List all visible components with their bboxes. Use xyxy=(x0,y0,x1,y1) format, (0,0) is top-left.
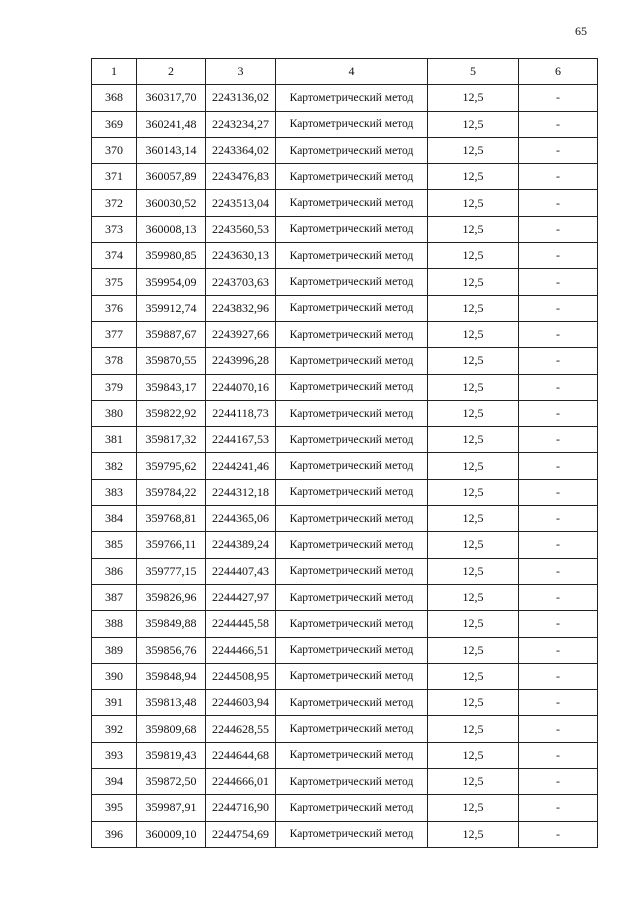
description-cell: - xyxy=(519,611,598,637)
table-row xyxy=(92,611,598,637)
x-coordinate-cell: 360009,10 xyxy=(137,821,206,847)
accuracy-cell: 12,5 xyxy=(428,506,519,532)
x-coordinate-cell: 359822,92 xyxy=(137,400,206,426)
description-cell: - xyxy=(519,584,598,610)
x-coordinate-cell: 359856,76 xyxy=(137,637,206,663)
point-number-cell: 368 xyxy=(92,85,137,111)
method-cell: Картометрический метод xyxy=(276,427,428,453)
accuracy-cell: 12,5 xyxy=(428,190,519,216)
x-coordinate-cell: 359987,91 xyxy=(137,795,206,821)
description-cell: - xyxy=(519,348,598,374)
accuracy-cell: 12,5 xyxy=(428,85,519,111)
x-coordinate-cell: 359768,81 xyxy=(137,506,206,532)
description-cell: - xyxy=(519,269,598,295)
table-row xyxy=(92,769,598,795)
x-coordinate-cell: 359843,17 xyxy=(137,374,206,400)
column-header-1: 1 xyxy=(92,59,137,85)
x-coordinate-cell: 359813,48 xyxy=(137,690,206,716)
method-cell: Картометрический метод xyxy=(276,742,428,768)
table-row xyxy=(92,374,598,400)
accuracy-cell: 12,5 xyxy=(428,400,519,426)
point-number-cell: 396 xyxy=(92,821,137,847)
accuracy-cell: 12,5 xyxy=(428,611,519,637)
x-coordinate-cell: 359795,62 xyxy=(137,453,206,479)
accuracy-cell: 12,5 xyxy=(428,821,519,847)
column-header-5: 5 xyxy=(428,59,519,85)
accuracy-cell: 12,5 xyxy=(428,584,519,610)
x-coordinate-cell: 360241,48 xyxy=(137,111,206,137)
table-row xyxy=(92,795,598,821)
column-header-4: 4 xyxy=(276,59,428,85)
point-number-cell: 373 xyxy=(92,216,137,242)
accuracy-cell: 12,5 xyxy=(428,111,519,137)
table-row xyxy=(92,295,598,321)
y-coordinate-cell: 2244070,16 xyxy=(206,374,276,400)
accuracy-cell: 12,5 xyxy=(428,663,519,689)
y-coordinate-cell: 2244466,51 xyxy=(206,637,276,663)
method-cell: Картометрический метод xyxy=(276,321,428,347)
y-coordinate-cell: 2244754,69 xyxy=(206,821,276,847)
y-coordinate-cell: 2244603,94 xyxy=(206,690,276,716)
method-cell: Картометрический метод xyxy=(276,348,428,374)
method-cell: Картометрический метод xyxy=(276,85,428,111)
point-number-cell: 371 xyxy=(92,164,137,190)
table-row xyxy=(92,164,598,190)
table-row xyxy=(92,427,598,453)
table-row xyxy=(92,479,598,505)
point-number-cell: 385 xyxy=(92,532,137,558)
y-coordinate-cell: 2243630,13 xyxy=(206,243,276,269)
method-cell: Картометрический метод xyxy=(276,769,428,795)
method-cell: Картометрический метод xyxy=(276,532,428,558)
point-number-cell: 388 xyxy=(92,611,137,637)
accuracy-cell: 12,5 xyxy=(428,558,519,584)
point-number-cell: 380 xyxy=(92,400,137,426)
point-number-cell: 377 xyxy=(92,321,137,347)
y-coordinate-cell: 2243136,02 xyxy=(206,85,276,111)
x-coordinate-cell: 359954,09 xyxy=(137,269,206,295)
description-cell: - xyxy=(519,532,598,558)
description-cell: - xyxy=(519,742,598,768)
y-coordinate-cell: 2243996,28 xyxy=(206,348,276,374)
description-cell: - xyxy=(519,190,598,216)
x-coordinate-cell: 359817,32 xyxy=(137,427,206,453)
y-coordinate-cell: 2244644,68 xyxy=(206,742,276,768)
table-row xyxy=(92,190,598,216)
x-coordinate-cell: 359777,15 xyxy=(137,558,206,584)
point-number-cell: 382 xyxy=(92,453,137,479)
method-cell: Картометрический метод xyxy=(276,506,428,532)
accuracy-cell: 12,5 xyxy=(428,427,519,453)
description-cell: - xyxy=(519,137,598,163)
method-cell: Картометрический метод xyxy=(276,374,428,400)
point-number-cell: 391 xyxy=(92,690,137,716)
description-cell: - xyxy=(519,690,598,716)
x-coordinate-cell: 359980,85 xyxy=(137,243,206,269)
description-cell: - xyxy=(519,506,598,532)
method-cell: Картометрический метод xyxy=(276,637,428,663)
point-number-cell: 384 xyxy=(92,506,137,532)
description-cell: - xyxy=(519,374,598,400)
y-coordinate-cell: 2244716,90 xyxy=(206,795,276,821)
table-row xyxy=(92,584,598,610)
point-number-cell: 378 xyxy=(92,348,137,374)
description-cell: - xyxy=(519,716,598,742)
y-coordinate-cell: 2244365,06 xyxy=(206,506,276,532)
x-coordinate-cell: 360317,70 xyxy=(137,85,206,111)
method-cell: Картометрический метод xyxy=(276,716,428,742)
description-cell: - xyxy=(519,164,598,190)
accuracy-cell: 12,5 xyxy=(428,532,519,558)
y-coordinate-cell: 2243364,02 xyxy=(206,137,276,163)
table-row xyxy=(92,663,598,689)
x-coordinate-cell: 359872,50 xyxy=(137,769,206,795)
method-cell: Картометрический метод xyxy=(276,611,428,637)
method-cell: Картометрический метод xyxy=(276,190,428,216)
accuracy-cell: 12,5 xyxy=(428,479,519,505)
table-row xyxy=(92,243,598,269)
method-cell: Картометрический метод xyxy=(276,137,428,163)
x-coordinate-cell: 360057,89 xyxy=(137,164,206,190)
accuracy-cell: 12,5 xyxy=(428,137,519,163)
method-cell: Картометрический метод xyxy=(276,453,428,479)
y-coordinate-cell: 2244628,55 xyxy=(206,716,276,742)
column-header-2: 2 xyxy=(137,59,206,85)
x-coordinate-cell: 359826,96 xyxy=(137,584,206,610)
method-cell: Картометрический метод xyxy=(276,295,428,321)
point-number-cell: 381 xyxy=(92,427,137,453)
method-cell: Картометрический метод xyxy=(276,111,428,137)
x-coordinate-cell: 359848,94 xyxy=(137,663,206,689)
accuracy-cell: 12,5 xyxy=(428,716,519,742)
point-number-cell: 374 xyxy=(92,243,137,269)
method-cell: Картометрический метод xyxy=(276,164,428,190)
y-coordinate-cell: 2244312,18 xyxy=(206,479,276,505)
y-coordinate-cell: 2243234,27 xyxy=(206,111,276,137)
method-cell: Картометрический метод xyxy=(276,558,428,584)
table-row xyxy=(92,85,598,111)
point-number-cell: 370 xyxy=(92,137,137,163)
x-coordinate-cell: 359766,11 xyxy=(137,532,206,558)
x-coordinate-cell: 359819,43 xyxy=(137,742,206,768)
method-cell: Картометрический метод xyxy=(276,243,428,269)
y-coordinate-cell: 2244666,01 xyxy=(206,769,276,795)
table-row xyxy=(92,111,598,137)
page-number: 65 xyxy=(575,24,587,38)
point-number-cell: 392 xyxy=(92,716,137,742)
table-row xyxy=(92,821,598,847)
table-row xyxy=(92,216,598,242)
description-cell: - xyxy=(519,85,598,111)
description-cell: - xyxy=(519,795,598,821)
column-header-3: 3 xyxy=(206,59,276,85)
column-header-6: 6 xyxy=(519,59,598,85)
y-coordinate-cell: 2244427,97 xyxy=(206,584,276,610)
header-row xyxy=(92,59,598,85)
method-cell: Картометрический метод xyxy=(276,216,428,242)
method-cell: Картометрический метод xyxy=(276,690,428,716)
table-row xyxy=(92,400,598,426)
description-cell: - xyxy=(519,321,598,347)
table-row xyxy=(92,321,598,347)
y-coordinate-cell: 2243560,53 xyxy=(206,216,276,242)
description-cell: - xyxy=(519,400,598,426)
point-number-cell: 394 xyxy=(92,769,137,795)
table-row xyxy=(92,690,598,716)
point-number-cell: 383 xyxy=(92,479,137,505)
description-cell: - xyxy=(519,479,598,505)
accuracy-cell: 12,5 xyxy=(428,690,519,716)
description-cell: - xyxy=(519,216,598,242)
method-cell: Картометрический метод xyxy=(276,479,428,505)
accuracy-cell: 12,5 xyxy=(428,164,519,190)
table-row xyxy=(92,532,598,558)
description-cell: - xyxy=(519,453,598,479)
x-coordinate-cell: 359887,67 xyxy=(137,321,206,347)
method-cell: Картометрический метод xyxy=(276,269,428,295)
accuracy-cell: 12,5 xyxy=(428,453,519,479)
y-coordinate-cell: 2243513,04 xyxy=(206,190,276,216)
description-cell: - xyxy=(519,243,598,269)
method-cell: Картометрический метод xyxy=(276,584,428,610)
table-row xyxy=(92,558,598,584)
table-row xyxy=(92,506,598,532)
x-coordinate-cell: 360030,52 xyxy=(137,190,206,216)
y-coordinate-cell: 2243476,83 xyxy=(206,164,276,190)
accuracy-cell: 12,5 xyxy=(428,216,519,242)
point-number-cell: 387 xyxy=(92,584,137,610)
accuracy-cell: 12,5 xyxy=(428,321,519,347)
coordinates-table xyxy=(91,58,598,848)
method-cell: Картометрический метод xyxy=(276,400,428,426)
method-cell: Картометрический метод xyxy=(276,663,428,689)
y-coordinate-cell: 2243703,63 xyxy=(206,269,276,295)
x-coordinate-cell: 359870,55 xyxy=(137,348,206,374)
accuracy-cell: 12,5 xyxy=(428,795,519,821)
point-number-cell: 379 xyxy=(92,374,137,400)
point-number-cell: 386 xyxy=(92,558,137,584)
accuracy-cell: 12,5 xyxy=(428,269,519,295)
table-row xyxy=(92,269,598,295)
table-row xyxy=(92,348,598,374)
y-coordinate-cell: 2244508,95 xyxy=(206,663,276,689)
x-coordinate-cell: 359809,68 xyxy=(137,716,206,742)
y-coordinate-cell: 2244407,43 xyxy=(206,558,276,584)
y-coordinate-cell: 2244118,73 xyxy=(206,400,276,426)
table-body xyxy=(92,85,598,848)
method-cell: Картометрический метод xyxy=(276,821,428,847)
x-coordinate-cell: 360008,13 xyxy=(137,216,206,242)
accuracy-cell: 12,5 xyxy=(428,637,519,663)
description-cell: - xyxy=(519,821,598,847)
accuracy-cell: 12,5 xyxy=(428,243,519,269)
description-cell: - xyxy=(519,663,598,689)
y-coordinate-cell: 2244389,24 xyxy=(206,532,276,558)
point-number-cell: 372 xyxy=(92,190,137,216)
description-cell: - xyxy=(519,111,598,137)
accuracy-cell: 12,5 xyxy=(428,374,519,400)
accuracy-cell: 12,5 xyxy=(428,769,519,795)
x-coordinate-cell: 359912,74 xyxy=(137,295,206,321)
x-coordinate-cell: 360143,14 xyxy=(137,137,206,163)
y-coordinate-cell: 2244241,46 xyxy=(206,453,276,479)
point-number-cell: 390 xyxy=(92,663,137,689)
table-row xyxy=(92,742,598,768)
y-coordinate-cell: 2244167,53 xyxy=(206,427,276,453)
method-cell: Картометрический метод xyxy=(276,795,428,821)
accuracy-cell: 12,5 xyxy=(428,295,519,321)
table-row xyxy=(92,716,598,742)
y-coordinate-cell: 2243927,66 xyxy=(206,321,276,347)
x-coordinate-cell: 359784,22 xyxy=(137,479,206,505)
y-coordinate-cell: 2243832,96 xyxy=(206,295,276,321)
point-number-cell: 375 xyxy=(92,269,137,295)
table-row xyxy=(92,453,598,479)
y-coordinate-cell: 2244445,58 xyxy=(206,611,276,637)
x-coordinate-cell: 359849,88 xyxy=(137,611,206,637)
description-cell: - xyxy=(519,637,598,663)
accuracy-cell: 12,5 xyxy=(428,742,519,768)
point-number-cell: 389 xyxy=(92,637,137,663)
description-cell: - xyxy=(519,427,598,453)
description-cell: - xyxy=(519,295,598,321)
table-row xyxy=(92,137,598,163)
point-number-cell: 369 xyxy=(92,111,137,137)
table-row xyxy=(92,637,598,663)
accuracy-cell: 12,5 xyxy=(428,348,519,374)
description-cell: - xyxy=(519,558,598,584)
point-number-cell: 395 xyxy=(92,795,137,821)
point-number-cell: 376 xyxy=(92,295,137,321)
point-number-cell: 393 xyxy=(92,742,137,768)
description-cell: - xyxy=(519,769,598,795)
